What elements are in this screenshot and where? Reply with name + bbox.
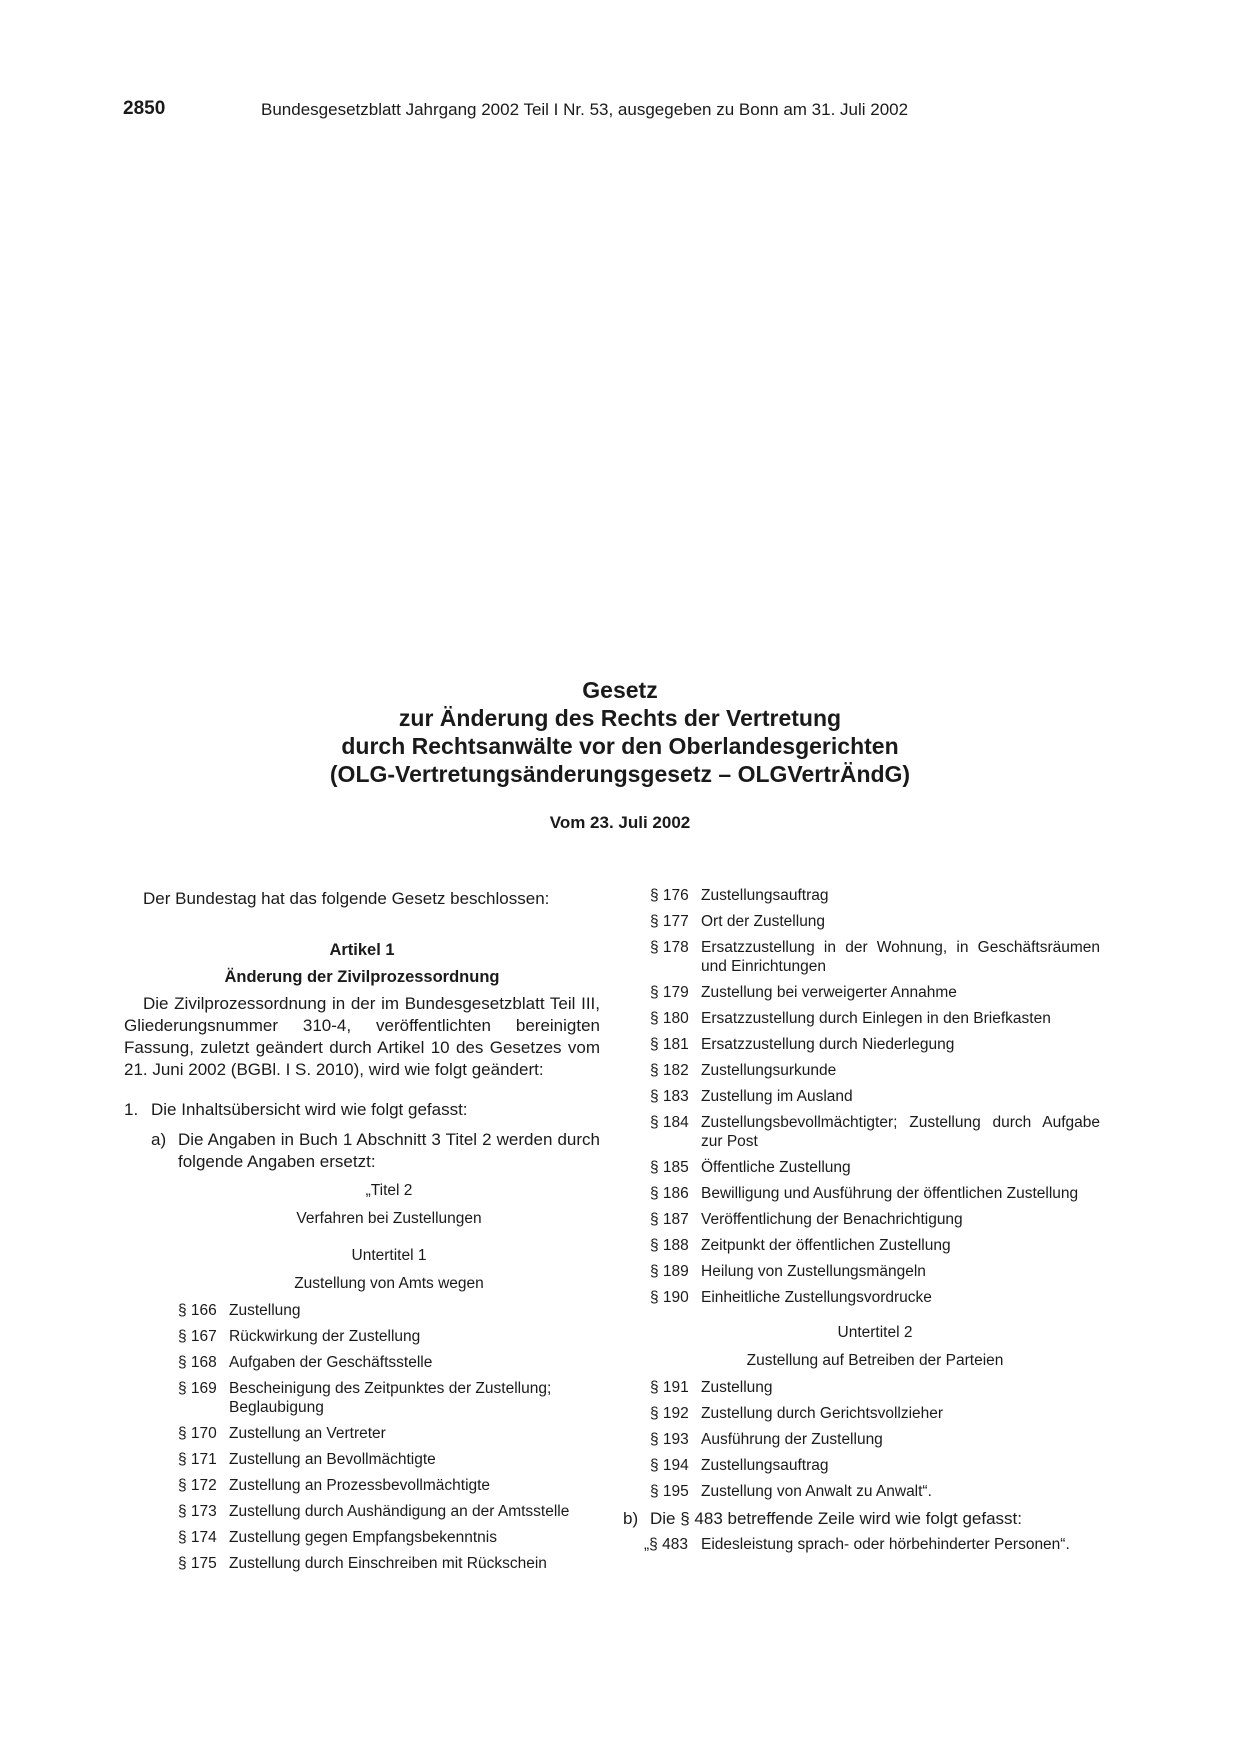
untertitel-label: Untertitel 1 [351,1247,427,1264]
section-label: Veröffentlichung der Benachrichtigung [701,1211,963,1228]
law-title [200,676,1040,788]
section-number: § 176 [650,887,689,904]
section-number: § 174 [178,1529,217,1546]
list-item [644,1535,1100,1554]
title-line: Gesetz [582,677,658,703]
section-label: Zustellung von Anwalt zu Anwalt“. [701,1483,932,1500]
preamble: Der Bundestag hat das folgende Gesetz beschlossen: [143,889,550,908]
section-number: § 175 [178,1555,217,1572]
list-item-b [623,1508,1100,1530]
list-item [178,1379,600,1417]
section-number: § 190 [650,1289,689,1306]
section-number: § 185 [650,1159,689,1176]
list-marker: 1. [124,1100,139,1119]
untertitel-label: Untertitel 2 [837,1324,913,1341]
section-label: Zeitpunkt der öffentlichen Zustellung [701,1237,951,1254]
intro-paragraph: Die Zivilprozessordnung in der im Bundesgesetzblatt Teil III, Gliederungsnummer 310-4, veröffentlichten bereinigten Fassung, zuletzt geändert durch Artikel 10 des Gesetzes vom 21. Juni 2002 (BGBl. I S. 2010), wird wie folgt geändert: [124,994,600,1079]
section-label: Zustellungsauftrag [701,1457,829,1474]
section-number: § 182 [650,1062,689,1079]
untertitel-name: Zustellung von Amts wegen [294,1275,484,1292]
section-number: § 183 [650,1088,689,1105]
list-item [650,886,1100,905]
titel-name: Verfahren bei Zustellungen [296,1210,482,1227]
list-item-text: Die Angaben in Buch 1 Abschnitt 3 Titel 2 werden durch folgende Angaben ersetzt: [178,1130,600,1171]
list-item [650,1061,1100,1080]
list-item-text: Die § 483 betreffende Zeile wird wie folgt gefasst: [650,1509,1023,1528]
list-item [650,1184,1100,1203]
section-number: § 187 [650,1211,689,1228]
section-label: Zustellungsurkunde [701,1062,837,1079]
section-number: § 193 [650,1431,689,1448]
section-label: Zustellung an Bevollmächtigte [229,1451,436,1468]
section-number: § 179 [650,984,689,1001]
section-number: § 195 [650,1483,689,1500]
list-item [650,1378,1100,1397]
section-number: § 172 [178,1477,217,1494]
list-item [650,1009,1100,1028]
list-item [650,1288,1100,1307]
section-label: Bescheinigung des Zeitpunktes der Zustellung; Beglaubigung [229,1380,552,1416]
section-label: Zustellung im Ausland [701,1088,853,1105]
list-item [178,1528,600,1547]
section-number: § 194 [650,1457,689,1474]
section-number: § 168 [178,1354,217,1371]
titel-label: „Titel 2 [365,1182,413,1199]
list-item [650,1456,1100,1475]
title-line: durch Rechtsanwälte vor den Oberlandesgerichten [341,733,899,759]
list-item [178,1476,600,1495]
untertitel-name: Zustellung auf Betreiben der Parteien [746,1352,1004,1369]
section-label: Zustellung durch Aushändigung an der Amtsstelle [229,1503,570,1520]
section-number: „§ 483 [644,1536,688,1553]
list-item [650,938,1100,976]
list-item [178,1554,600,1573]
section-label: Ausführung der Zustellung [701,1431,883,1448]
left-column [124,888,600,1580]
list-item [650,1262,1100,1281]
list-item [650,1087,1100,1106]
section-label: Bewilligung und Ausführung der öffentlichen Zustellung [701,1185,1079,1202]
section-number: § 180 [650,1010,689,1027]
section-number: § 184 [650,1114,689,1131]
section-label: Ersatzzustellung durch Niederlegung [701,1036,955,1053]
section-label: Heilung von Zustellungsmängeln [701,1263,926,1280]
article-heading: Artikel 1 [329,941,395,959]
page-number: 2850 [123,98,166,119]
section-list [650,886,1100,1307]
article-subject: Änderung der Zivilprozessordnung [224,968,500,986]
section-label: Zustellung gegen Empfangsbekenntnis [229,1529,497,1546]
section-number: § 192 [650,1405,689,1422]
page-header [123,98,1120,124]
title-line: (OLG-Vertretungsänderungsgesetz – OLGVertrÄndG) [329,761,911,787]
section-number: § 169 [178,1380,217,1397]
section-list [178,1301,600,1573]
section-number: § 188 [650,1237,689,1254]
section-label: Zustellungsbevollmächtigter; Zustellung durch Aufgabe zur Post [701,1114,1100,1150]
section-label: Zustellung [229,1302,301,1319]
section-label: Zustellung bei verweigerter Annahme [701,984,957,1001]
list-item [650,1236,1100,1255]
list-item [650,1404,1100,1423]
list-item [178,1424,600,1443]
list-item [178,1450,600,1469]
section-number: § 167 [178,1328,217,1345]
section-label: Rückwirkung der Zustellung [229,1328,421,1345]
section-number: § 166 [178,1302,217,1319]
section-number: § 186 [650,1185,689,1202]
section-label: Eidesleistung sprach- oder hörbehinderter Personen“. [701,1536,1070,1553]
section-label: Ort der Zustellung [701,913,826,930]
law-date: Vom 23. Juli 2002 [549,813,691,832]
section-label: Aufgaben der Geschäftsstelle [229,1354,433,1371]
title-line: zur Änderung des Rechts der Vertretung [398,705,842,731]
section-label: Ersatzzustellung in der Wohnung, in Geschäftsräumen und Einrichtungen [701,939,1100,975]
section-number: § 191 [650,1379,689,1396]
list-item [178,1353,600,1372]
running-head: Bundesgesetzblatt Jahrgang 2002 Teil I Nr. 53, ausgegeben zu Bonn am 31. Juli 2002 [261,100,909,119]
list-item-text: Die Inhaltsübersicht wird wie folgt gefasst: [151,1100,468,1119]
section-label: Ersatzzustellung durch Einlegen in den Briefkasten [701,1010,1051,1027]
section-number: § 170 [178,1425,217,1442]
list-item [178,1502,600,1521]
section-list [650,1378,1100,1501]
list-item [650,1113,1100,1151]
section-number: § 181 [650,1036,689,1053]
list-item-a [151,1129,600,1173]
section-number: § 178 [650,939,689,956]
section-label: Zustellung an Prozessbevollmächtigte [229,1477,491,1494]
list-item [650,1430,1100,1449]
section-label: Zustellung [701,1379,773,1396]
section-label: Zustellung durch Gerichtsvollzieher [701,1405,944,1422]
section-label: Einheitliche Zustellungsvordrucke [701,1289,932,1306]
right-column [623,886,1100,1561]
section-number: § 171 [178,1451,217,1468]
list-item-1 [124,1099,600,1121]
list-item [178,1327,600,1346]
section-label: Zustellungsauftrag [701,887,829,904]
list-item [650,1158,1100,1177]
list-item [650,1482,1100,1501]
list-item [650,912,1100,931]
list-item [650,1210,1100,1229]
list-item [178,1301,600,1320]
section-label: Öffentliche Zustellung [701,1159,851,1176]
section-number: § 189 [650,1263,689,1280]
list-marker: a) [151,1130,167,1149]
list-item [650,983,1100,1002]
list-marker: b) [623,1509,639,1528]
list-item [650,1035,1100,1054]
section-label: Zustellung an Vertreter [229,1425,386,1442]
section-label: Zustellung durch Einschreiben mit Rückschein [229,1555,547,1572]
section-number: § 177 [650,913,689,930]
section-number: § 173 [178,1503,217,1520]
